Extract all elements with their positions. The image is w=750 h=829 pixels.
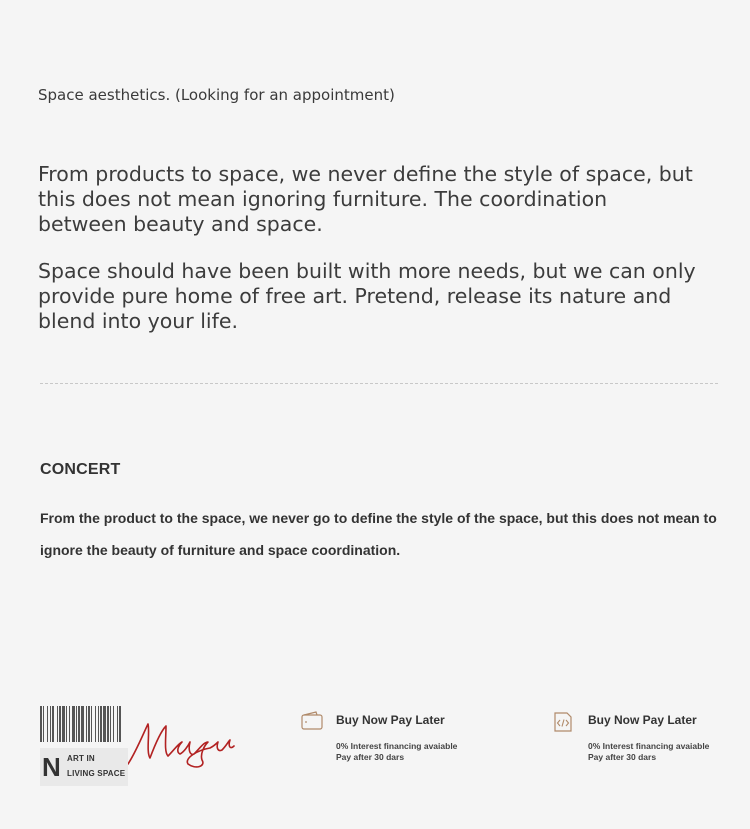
logo-letter: N <box>42 752 61 782</box>
barcode-bar <box>119 706 121 742</box>
barcode-bar <box>43 706 44 742</box>
barcode-bar <box>52 706 54 742</box>
promo-bnpl-2 <box>552 708 742 768</box>
barcode-bar <box>113 706 114 742</box>
promo-title: Buy Now Pay Later <box>588 713 697 727</box>
concept-text: From the product to the space, we never go to define the style of the space, but this does not mean to ignore the beauty of furniture and space coordination. <box>40 510 717 558</box>
barcode-bar <box>62 706 65 742</box>
wallet-icon <box>300 710 324 732</box>
barcode-bar <box>98 706 99 742</box>
barcode-bar <box>50 706 51 742</box>
barcode-bar <box>88 706 90 742</box>
intro-paragraph-1: From products to space, we never define the style of space, but this does not mean ignoring furniture. The coordination between beauty and space. <box>38 162 693 236</box>
barcode-bar <box>86 706 87 742</box>
barcode-bar <box>103 706 106 742</box>
logo-tagline-2: LIVING SPACE <box>67 769 126 778</box>
barcode-bar <box>69 706 70 742</box>
promo-title: Buy Now Pay Later <box>336 713 445 727</box>
barcode-bar <box>110 706 111 742</box>
barcode-bar <box>81 706 84 742</box>
barcode-bar <box>47 706 48 742</box>
concept-title: CONCERT <box>40 461 121 478</box>
intro-paragraph-2: Space should have been built with more needs, but we can only provide pure home of free art. Pretend, release its nature and blend into your life. <box>38 259 696 333</box>
promo-detail-1: 0% Interest financing avaiable <box>588 741 710 751</box>
barcode-bar <box>107 706 109 742</box>
barcode-bar <box>59 706 61 742</box>
barcode-bar <box>76 706 77 742</box>
dashed-divider <box>40 383 718 384</box>
signature-graphic <box>126 712 236 770</box>
barcode-bar <box>117 706 118 742</box>
barcode-bar <box>72 706 75 742</box>
barcode-bar <box>78 706 80 742</box>
code-tag-icon <box>552 710 574 734</box>
promo-detail-1: 0% Interest financing avaiable <box>336 741 458 751</box>
promo-detail-2: Pay after 30 dars <box>588 752 657 762</box>
barcode-bar <box>100 706 102 742</box>
barcode-bar <box>40 706 42 742</box>
brand-block <box>40 706 235 788</box>
promo-bnpl-1 <box>300 708 490 768</box>
barcode-bar <box>57 706 58 742</box>
promo-detail-2: Pay after 30 dars <box>336 752 405 762</box>
barcode-bar <box>66 706 67 742</box>
brand-logo <box>40 748 128 786</box>
page-subtitle: Space aesthetics. (Looking for an appointment) <box>38 86 395 104</box>
barcode-bar <box>91 706 92 742</box>
logo-tagline-1: ART IN <box>67 754 95 763</box>
barcode-bar <box>95 706 96 742</box>
